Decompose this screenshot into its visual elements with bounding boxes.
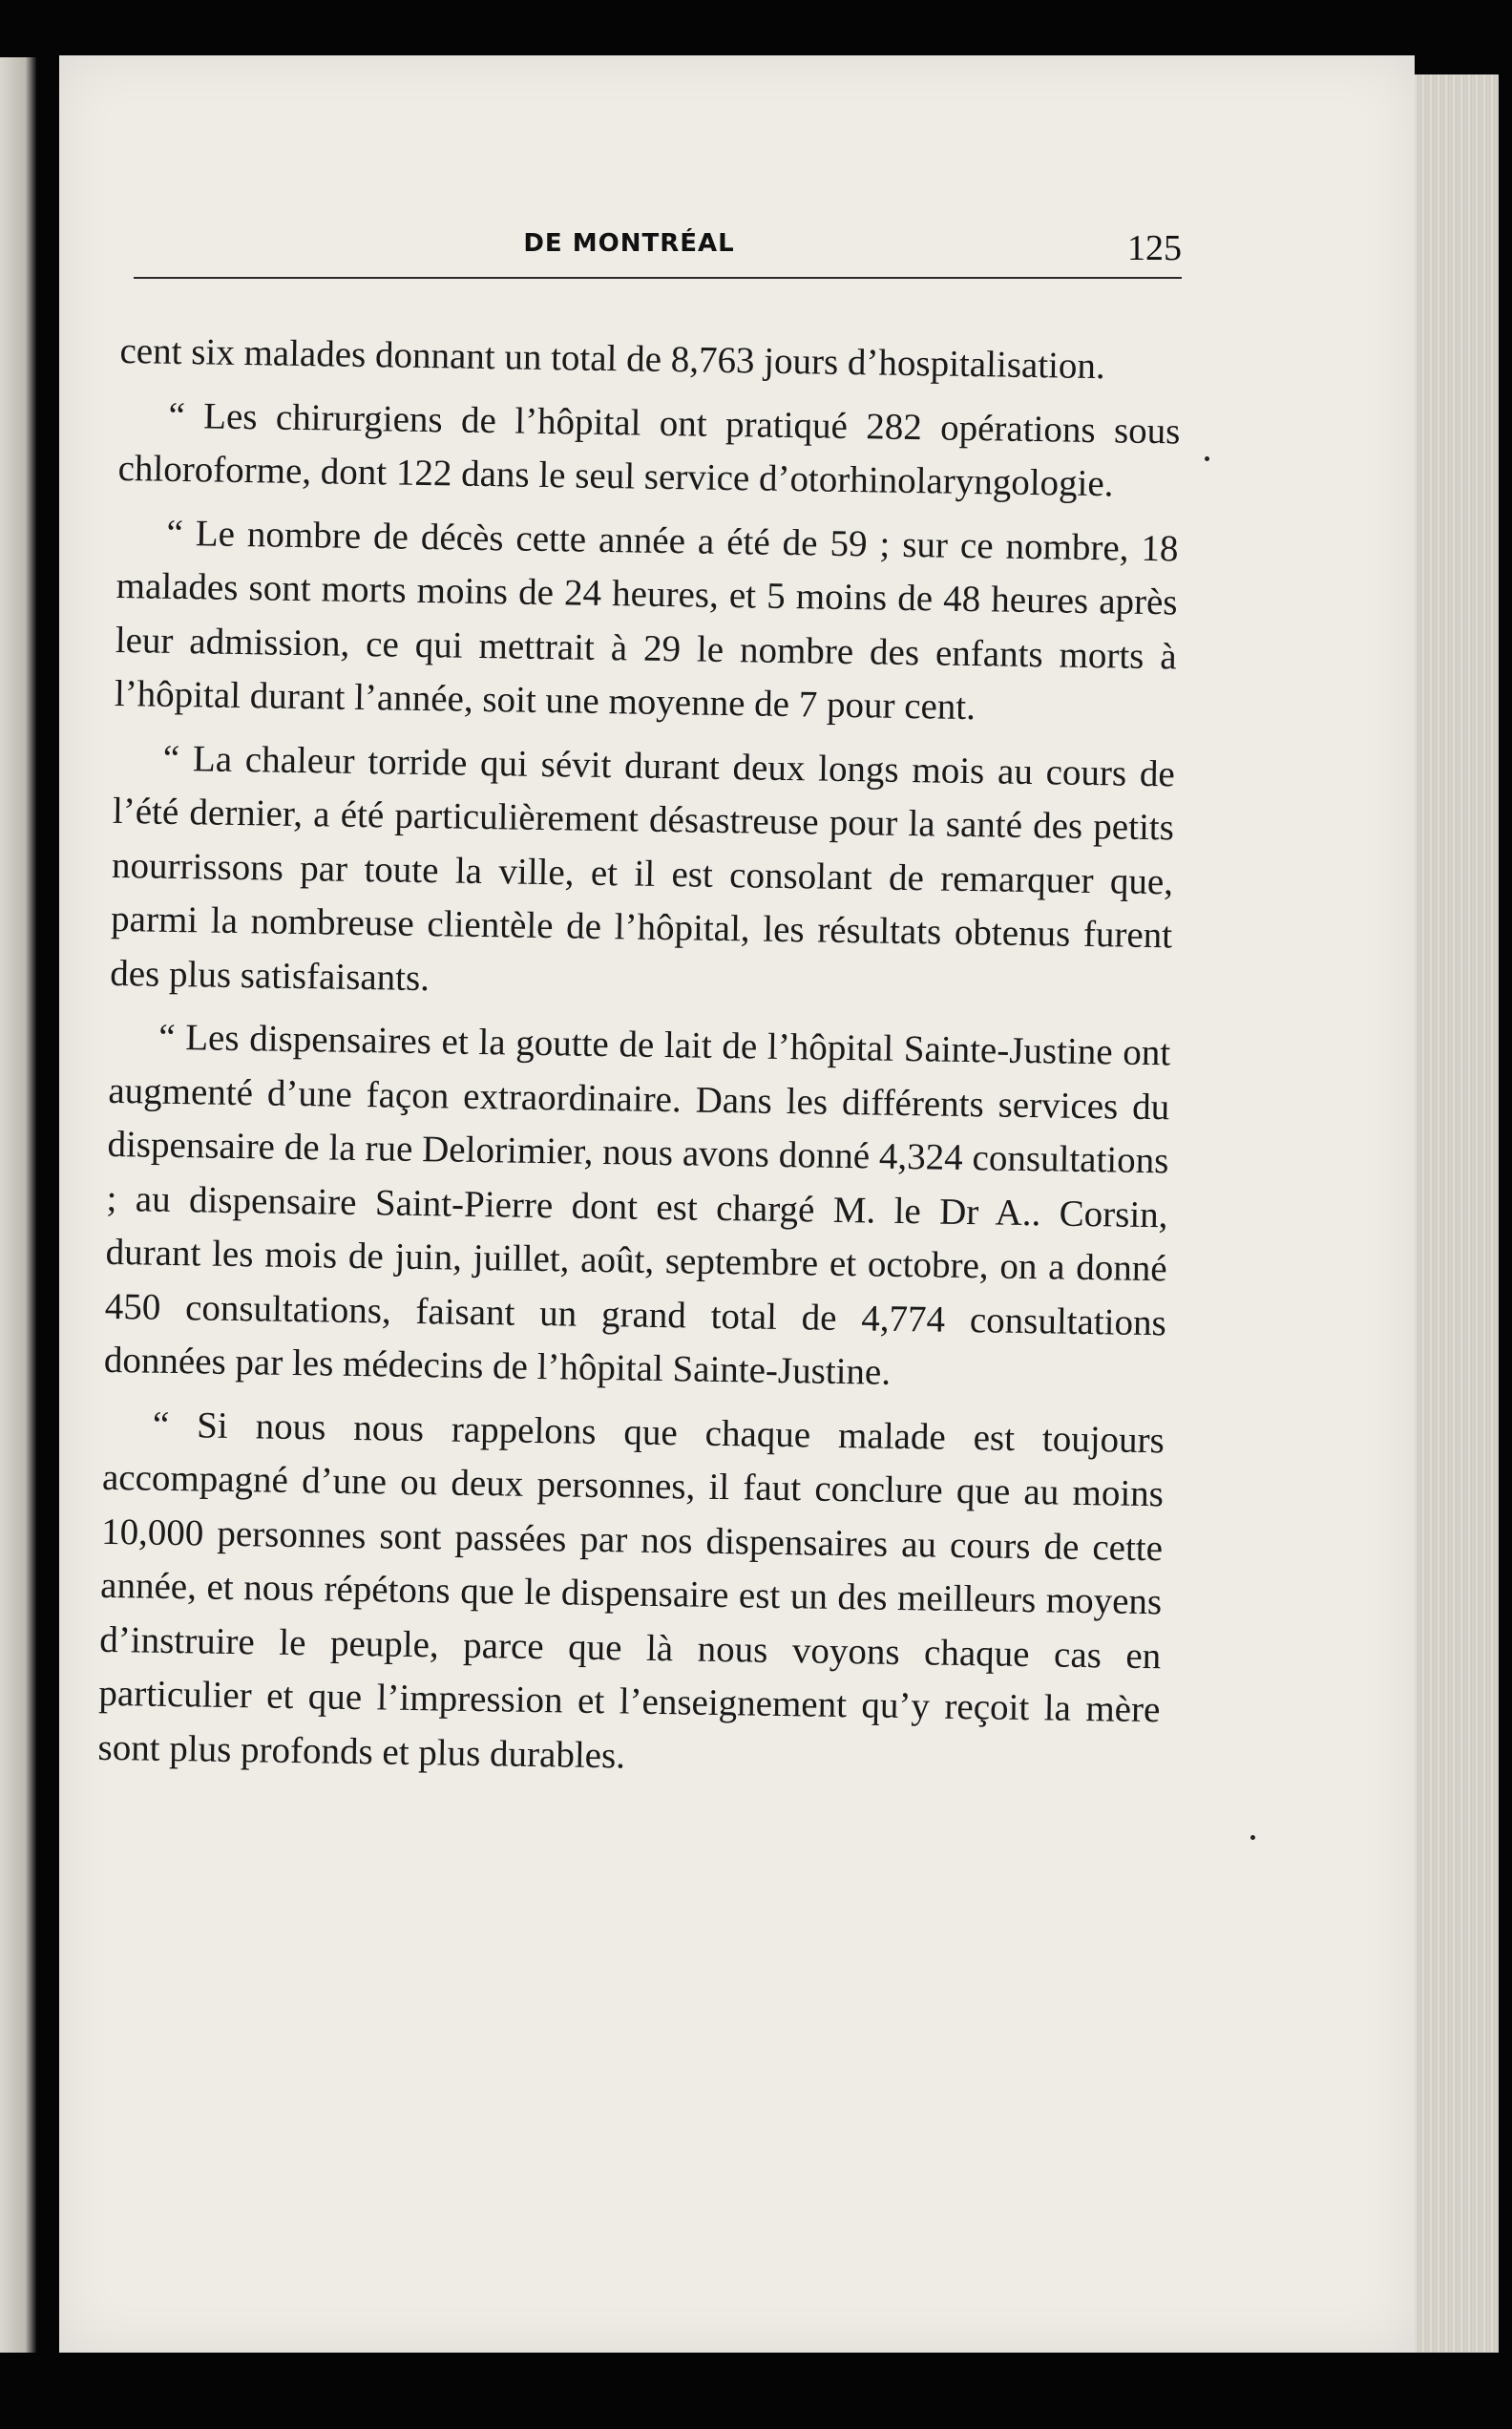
paragraph-1: cent six malades donnant un total de 8,763 jours d’hospitalisation. <box>119 329 1106 388</box>
scan-bottom-border <box>0 2353 1512 2429</box>
previous-page-edge <box>0 57 36 2425</box>
paragraph-3: “ Le nombre de décès cette année a été de 59 ; sur ce nombre, 18 malades sont morts moins de 24 heures, et 5 moins de 48 heures après leur admission, ce qui mettrait à 29 le nombre des enfants morts à l’hôpital durant l’année, soit une moyenne de 7 pour cent. <box>114 512 1179 729</box>
scan-speck <box>1250 1835 1255 1840</box>
header-rule <box>134 277 1182 279</box>
paragraph-5: “ Les dispensaires et la goutte de lait de l’hôpital Sainte-Justine ont augmenté d’une façon extraordinaire. Dans les différents services du dispensaire de la rue Delorimier, nous avons donné 4,324 consultations ; au dispensaire Saint-Pierre dont est chargé M. le Dr A.. Corsin, durant les mois de juin, juillet, août, septembre et octobre, on a donné 450 consultations, faisant un grand total de 4,774 consultations données par les médecins de l’hôpital Sainte-Justine. <box>103 1016 1171 1393</box>
running-head <box>134 222 1182 279</box>
paragraph-2: “ Les chirurgiens de l’hôpital ont pratiqué 282 opérations sous chloroforme, dont 122 dans le seul service d’otorhinolaryngologie. <box>117 394 1181 505</box>
page-body <box>97 325 1182 1801</box>
scan-speck <box>1205 456 1209 461</box>
paragraph-4: “ La chaleur torride qui sévit durant deux longs mois au cours de l’été dernier, a été particulièrement désastreuse pour la santé des petits nourrissons par toute la ville, et il est consolant de remarquer que, parmi la nombreuse clientèle de l’hôpital, les résultats obtenus furent des plus satisfaisants. <box>109 737 1176 999</box>
page-stack-edge <box>1403 74 1499 2372</box>
page-number: 125 <box>1127 228 1182 268</box>
paragraph-6: “ Si nous nous rappelons que chaque malade est toujours accompagné d’une ou deux personnes, il faut conclure que au moins 10,000 personnes sont passées par nos dispensaires au cours de cette année, et nous répétons que le dispensaire est un des meilleurs moyens d’instruire le peuple, parce que là nous voyons chaque cas en particulier et que l’impression et l’enseignement qu’y reçoit la mère sont plus profonds et plus durables. <box>97 1404 1166 1776</box>
running-title: DE MONTRÉAL <box>523 229 735 258</box>
